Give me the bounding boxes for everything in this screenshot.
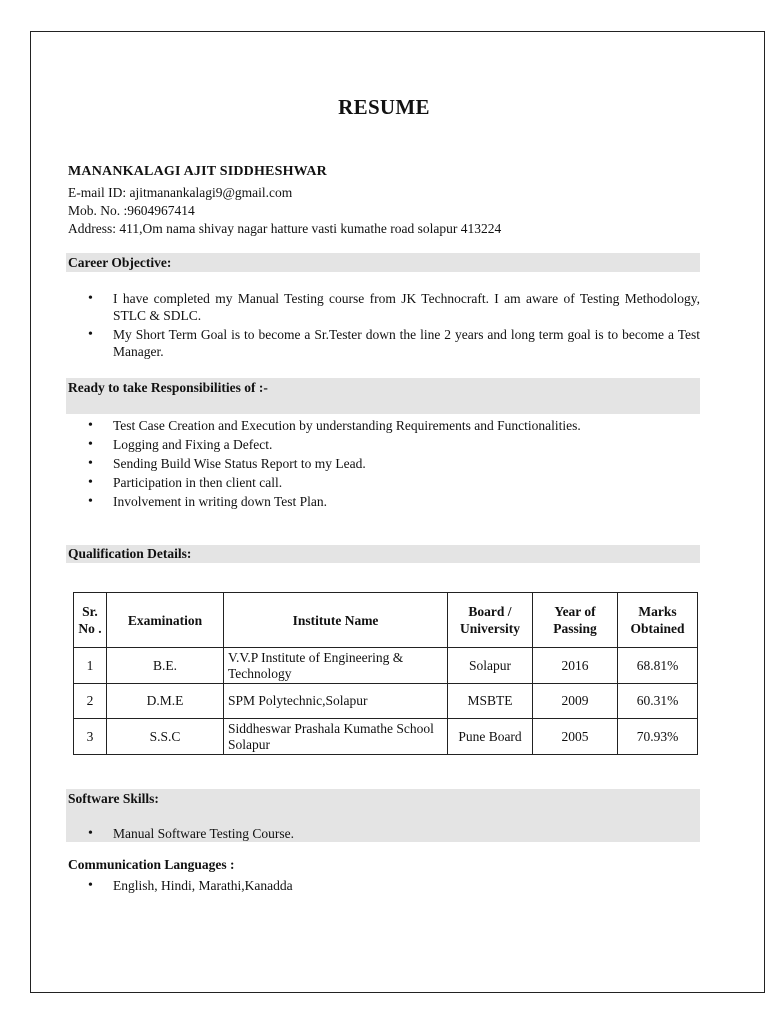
table-row bbox=[74, 719, 698, 755]
column-header: Year of Passing bbox=[533, 593, 618, 648]
list-item: • Manual Software Testing Course. bbox=[68, 825, 700, 842]
list-item: • Logging and Fixing a Defect. bbox=[68, 435, 700, 454]
column-header: Examination bbox=[107, 593, 224, 648]
table-cell: S.S.C bbox=[107, 719, 224, 755]
list-item: • Sending Build Wise Status Report to my Lead. bbox=[68, 454, 700, 473]
table-header-row bbox=[74, 593, 698, 648]
list-item: • Involvement in writing down Test Plan. bbox=[68, 492, 700, 511]
career-objective-list bbox=[68, 290, 700, 360]
table-cell: 2 bbox=[74, 684, 107, 719]
table-cell: 2009 bbox=[533, 684, 618, 719]
column-header: Marks Obtained bbox=[618, 593, 698, 648]
responsibilities-list bbox=[68, 416, 700, 511]
column-header: Board / University bbox=[448, 593, 533, 648]
table-cell: D.M.E bbox=[107, 684, 224, 719]
languages-list bbox=[68, 877, 700, 894]
table-cell: V.V.P Institute of Engineering & Technology bbox=[224, 648, 448, 684]
table-cell: 1 bbox=[74, 648, 107, 684]
responsibilities-heading: Ready to take Responsibilities of :- bbox=[68, 380, 268, 395]
career-objective-heading: Career Objective: bbox=[68, 255, 172, 270]
table-cell: 60.31% bbox=[618, 684, 698, 719]
list-item: • I have completed my Manual Testing course from JK Technocraft. I am aware of Testing Methodology, STLC & SDLC. bbox=[68, 290, 700, 324]
table-cell: SPM Polytechnic,Solapur bbox=[224, 684, 448, 719]
list-item: • Participation in then client call. bbox=[68, 473, 700, 492]
list-item: • English, Hindi, Marathi,Kanadda bbox=[68, 877, 700, 894]
column-header: Sr. No . bbox=[74, 593, 107, 648]
qualification-heading: Qualification Details: bbox=[68, 546, 192, 561]
table-cell: Siddheswar Prashala Kumathe School Solapur bbox=[224, 719, 448, 755]
table-cell: 2005 bbox=[533, 719, 618, 755]
column-header: Institute Name bbox=[224, 593, 448, 648]
list-item: • My Short Term Goal is to become a Sr.Tester down the line 2 years and long term goal is to become a Test Manager. bbox=[68, 326, 700, 360]
table-cell: 68.81% bbox=[618, 648, 698, 684]
software-skills-heading: Software Skills: bbox=[68, 791, 159, 806]
table-cell: 2016 bbox=[533, 648, 618, 684]
table-row bbox=[74, 648, 698, 684]
table-cell: Pune Board bbox=[448, 719, 533, 755]
list-item: • Test Case Creation and Execution by understanding Requirements and Functionalities. bbox=[68, 416, 700, 435]
candidate-name: MANANKALAGI AJIT SIDDHESHWAR bbox=[68, 164, 327, 179]
table-cell: 3 bbox=[74, 719, 107, 755]
email-line: E-mail ID: ajitmanankalagi9@gmail.com bbox=[68, 185, 293, 200]
software-skills-list bbox=[68, 825, 700, 842]
table-cell: 70.93% bbox=[618, 719, 698, 755]
qualification-table bbox=[73, 592, 698, 755]
table-row bbox=[74, 684, 698, 719]
table-cell: MSBTE bbox=[448, 684, 533, 719]
address-line: Address: 411,Om nama shivay nagar hatture vasti kumathe road solapur 413224 bbox=[68, 221, 502, 236]
resume-title: RESUME bbox=[338, 95, 430, 119]
mobile-line: Mob. No. :9604967414 bbox=[68, 203, 195, 218]
languages-heading: Communication Languages : bbox=[68, 857, 235, 872]
table-cell: Solapur bbox=[448, 648, 533, 684]
table-cell: B.E. bbox=[107, 648, 224, 684]
